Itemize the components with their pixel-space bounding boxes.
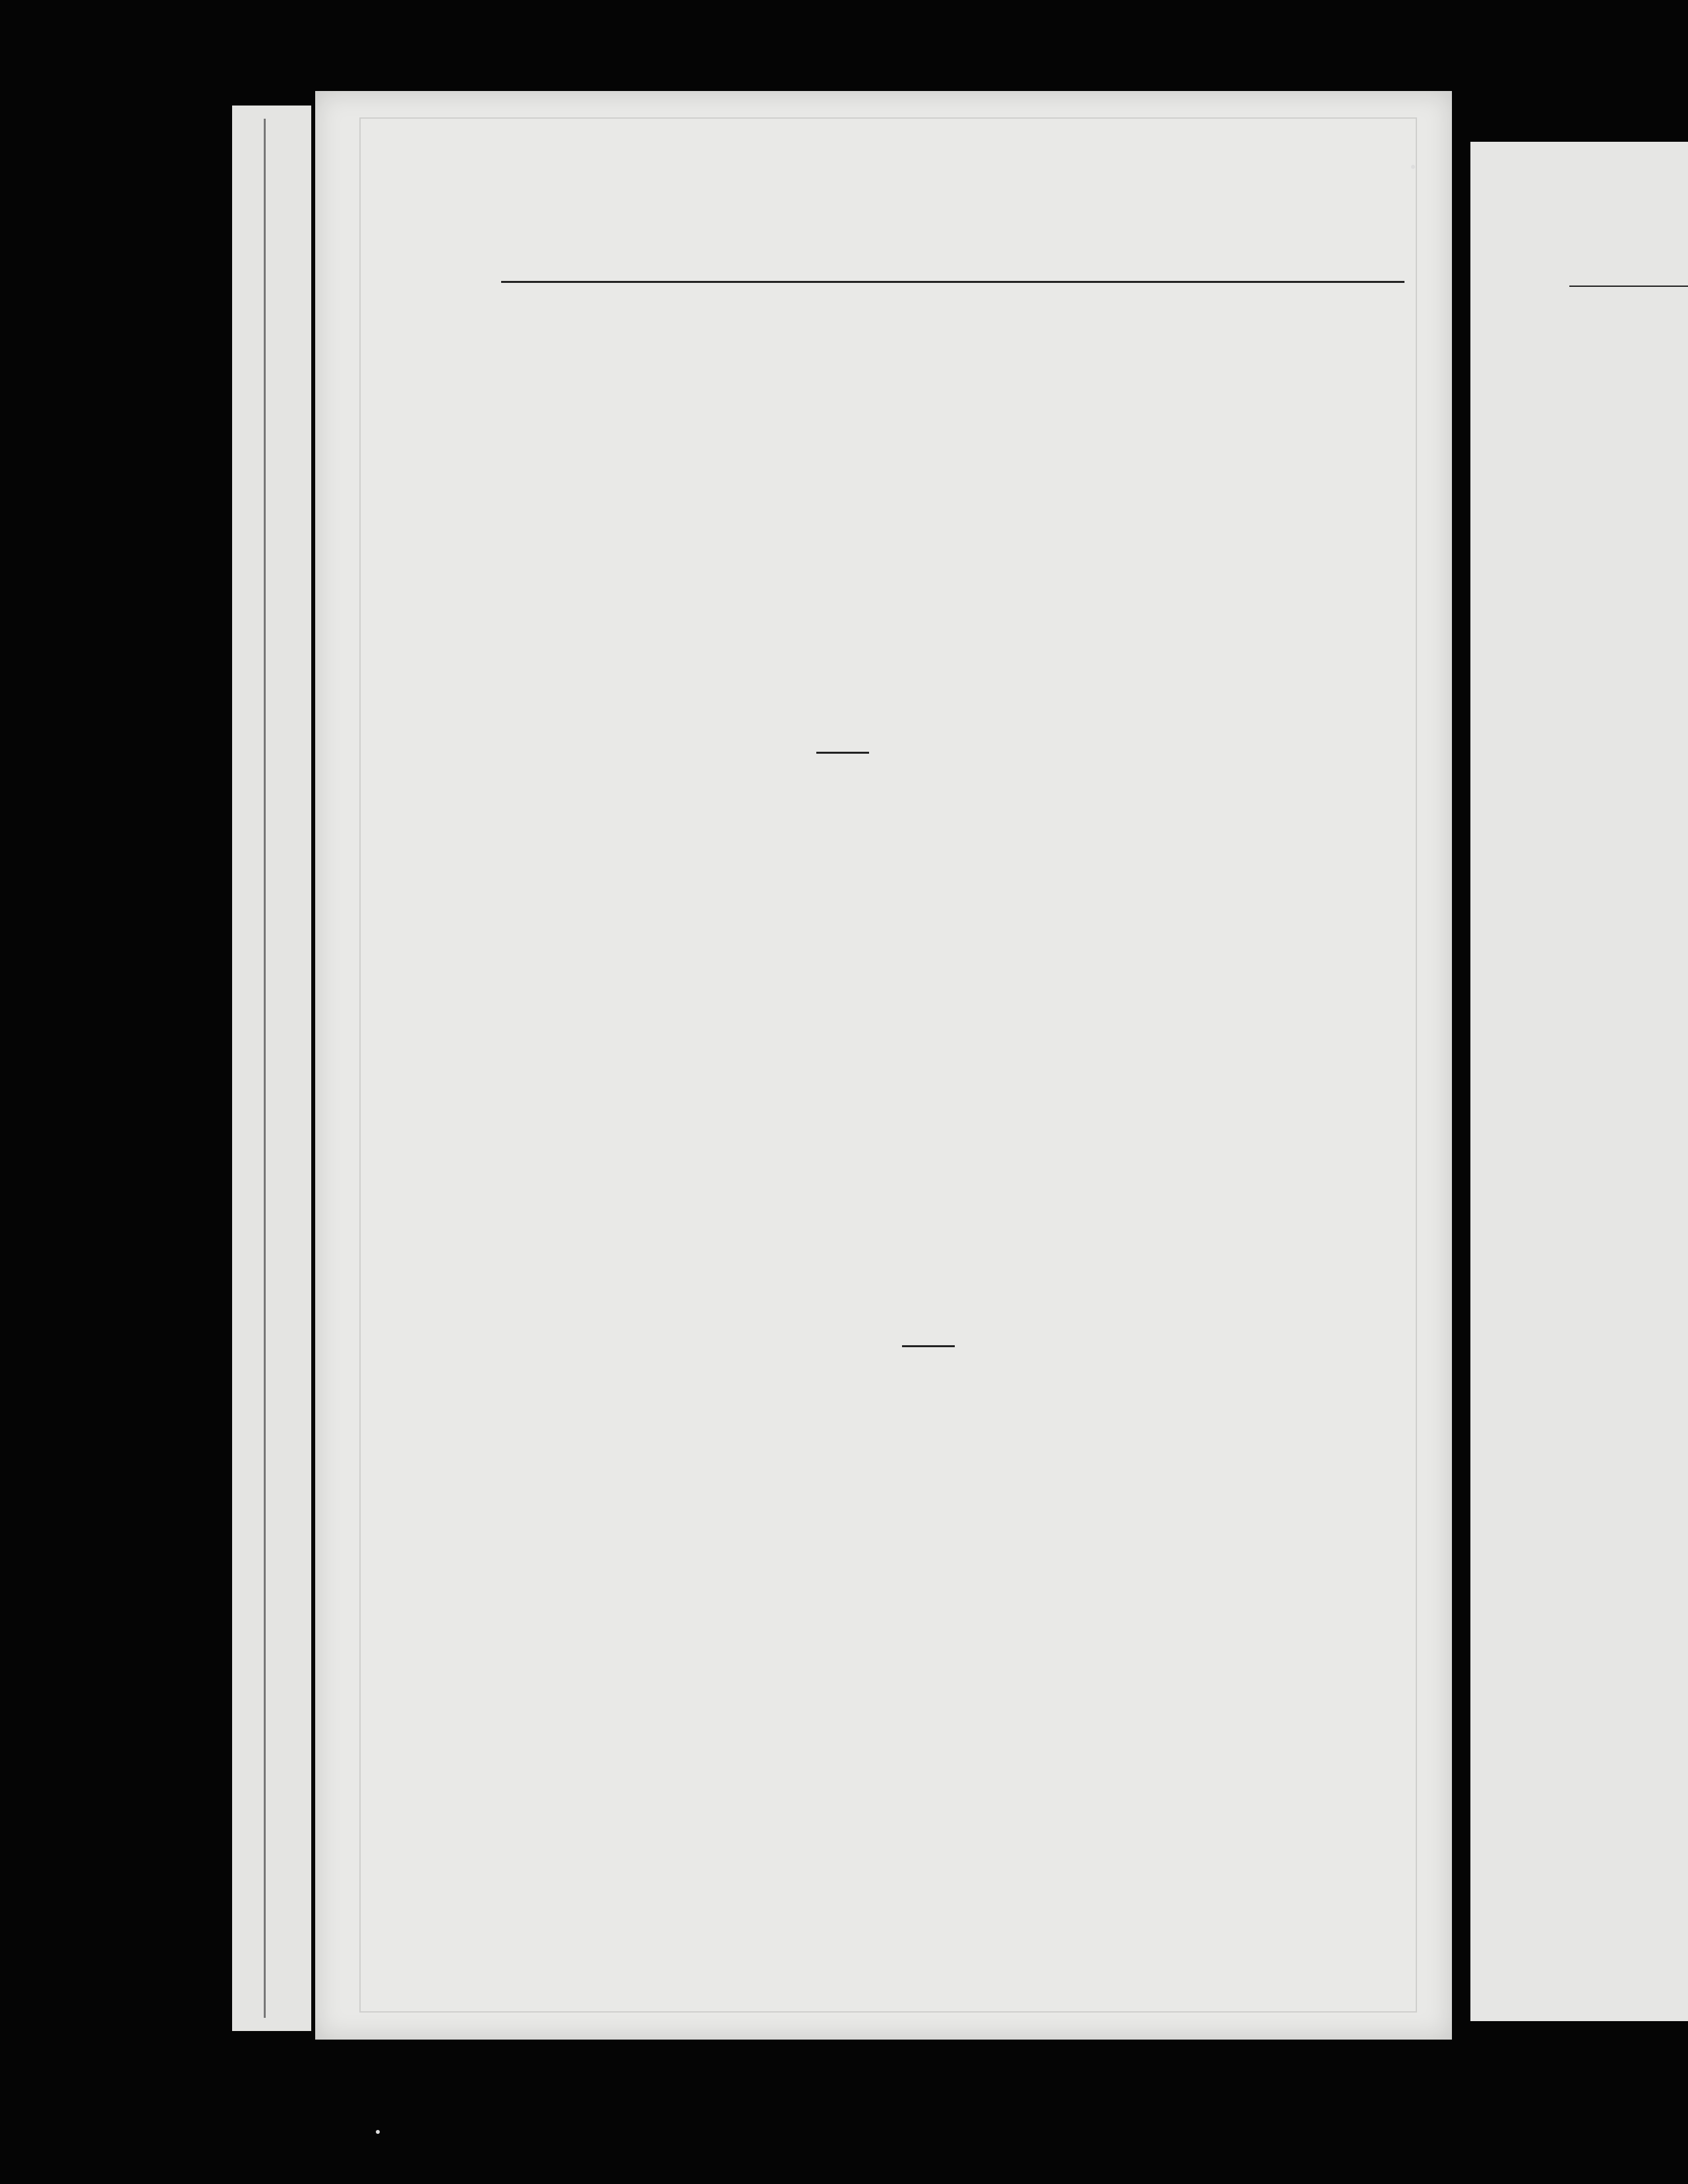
list-item xyxy=(501,388,539,413)
section-divider xyxy=(902,1345,955,1347)
list-item xyxy=(1536,379,1581,404)
list-item xyxy=(493,1033,531,1058)
list-item xyxy=(1536,430,1581,455)
list-item xyxy=(493,1108,531,1133)
book-edge xyxy=(232,106,311,2031)
list-item xyxy=(1536,404,1581,429)
list-item xyxy=(477,1476,516,1502)
list-item xyxy=(477,1605,516,1630)
list-item xyxy=(493,1158,531,1183)
list-item xyxy=(477,1579,516,1604)
right-page xyxy=(1470,142,1688,2021)
list-item xyxy=(477,1502,516,1527)
list-item xyxy=(477,1656,516,1682)
list-item xyxy=(1536,641,1581,666)
list-item xyxy=(501,336,539,361)
header-rule xyxy=(501,281,1404,283)
film-speck xyxy=(376,2130,380,2134)
list-item xyxy=(501,362,539,387)
list-item xyxy=(1536,456,1581,481)
list-item xyxy=(477,1528,516,1553)
list-item xyxy=(501,439,539,464)
list-item xyxy=(1536,507,1581,532)
list-item xyxy=(1536,590,1581,615)
list-item xyxy=(477,1554,516,1579)
list-item xyxy=(501,491,539,516)
list-item xyxy=(477,1425,516,1450)
list-item xyxy=(493,931,531,956)
list-item xyxy=(501,413,539,439)
list-item xyxy=(1536,533,1581,558)
list-item xyxy=(493,878,531,903)
list-item xyxy=(493,983,531,1008)
list-item xyxy=(493,1008,531,1033)
list-item xyxy=(1536,615,1581,640)
list-item xyxy=(493,1133,531,1158)
list-item xyxy=(501,516,539,541)
list-item xyxy=(493,905,531,930)
book-edge-line xyxy=(264,119,266,2018)
list-item xyxy=(493,799,531,824)
list-item xyxy=(477,1399,516,1424)
list-item xyxy=(1536,564,1581,589)
list-item xyxy=(1536,481,1581,506)
question-b xyxy=(1548,1711,1554,1737)
header-rule xyxy=(1569,286,1688,287)
list-item xyxy=(493,826,531,851)
list-item xyxy=(501,542,539,567)
list-item xyxy=(477,1682,516,1707)
list-item xyxy=(477,1451,516,1476)
list-item xyxy=(501,465,539,490)
list-item xyxy=(501,568,539,593)
list-item xyxy=(493,852,531,877)
film-speck xyxy=(1411,165,1415,169)
list-item xyxy=(493,1083,531,1108)
list-item xyxy=(501,285,539,310)
section-divider xyxy=(816,752,869,754)
list-item xyxy=(477,1631,516,1656)
list-item xyxy=(501,311,539,336)
list-item xyxy=(493,1058,531,1083)
list-item xyxy=(1536,353,1581,378)
